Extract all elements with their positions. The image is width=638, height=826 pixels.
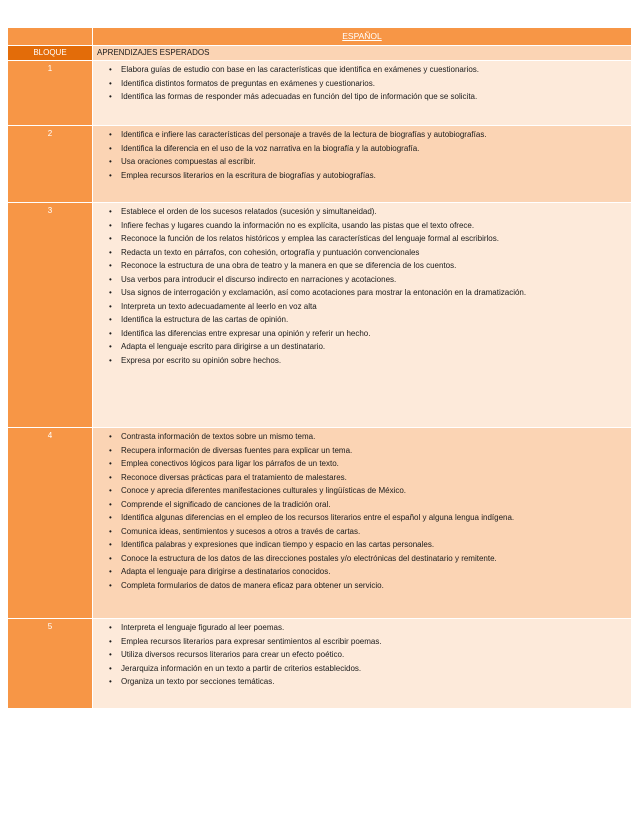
list-item: • Identifica palabras y expresiones que indican tiempo y espacio en las cartas personales. bbox=[93, 538, 631, 552]
list-item: • Infiere fechas y lugares cuando la información no es explícita, usando las pistas que el texto ofrece. bbox=[93, 219, 631, 233]
aprendizajes-cell bbox=[93, 126, 632, 203]
aprendizajes-cell bbox=[93, 619, 632, 709]
aprendizajes-cell bbox=[93, 428, 632, 619]
bloque-number: 2 bbox=[8, 126, 93, 203]
aprendizajes-cell bbox=[93, 61, 632, 126]
title-corner-cell bbox=[8, 28, 93, 46]
bloque-number: 5 bbox=[8, 619, 93, 709]
table-row-bloque-1 bbox=[8, 61, 632, 126]
aprendizajes-cell bbox=[93, 203, 632, 428]
list-item: • Contrasta información de textos sobre un mismo tema. bbox=[93, 430, 631, 444]
aprendizajes-list bbox=[93, 428, 631, 592]
list-item: • Reconoce la función de los relatos históricos y emplea las características del lenguaje formal al escribirlos. bbox=[93, 232, 631, 246]
list-item: • Identifica la diferencia en el uso de la voz narrativa en la biografía y la autobiografía. bbox=[93, 142, 631, 156]
list-item: • Adapta el lenguaje para dirigirse a destinatarios conocidos. bbox=[93, 565, 631, 579]
list-item: • Conoce la estructura de los datos de las direcciones postales y/o electrónicas del destinatario y remitente. bbox=[93, 552, 631, 566]
list-item: • Interpreta un texto adecuadamente al leerlo en voz alta bbox=[93, 300, 631, 314]
bloque-number: 4 bbox=[8, 428, 93, 619]
aprendizajes-list bbox=[93, 203, 631, 367]
table-row-bloque-2 bbox=[8, 126, 632, 203]
list-item: • Completa formularios de datos de manera eficaz para obtener un servicio. bbox=[93, 579, 631, 593]
list-item: • Establece el orden de los sucesos relatados (sucesión y simultaneidad). bbox=[93, 205, 631, 219]
aprendizajes-list bbox=[93, 61, 631, 104]
list-item: • Emplea recursos literarios en la escritura de biografías y autobiografías. bbox=[93, 169, 631, 183]
list-item: • Emplea recursos literarios para expresar sentimientos al escribir poemas. bbox=[93, 635, 631, 649]
bloque-number: 1 bbox=[8, 61, 93, 126]
list-item: • Expresa por escrito su opinión sobre hechos. bbox=[93, 354, 631, 368]
table-row-bloque-4 bbox=[8, 428, 632, 619]
list-item: • Elabora guías de estudio con base en las características que identifica en exámenes y cuestionarios. bbox=[93, 63, 631, 77]
list-item: • Reconoce la estructura de una obra de teatro y la manera en que se diferencia de los cuentos. bbox=[93, 259, 631, 273]
list-item: • Identifica la estructura de las cartas de opinión. bbox=[93, 313, 631, 327]
list-item: • Identifica las formas de responder más adecuadas en función del tipo de información que se solicita. bbox=[93, 90, 631, 104]
curriculum-table bbox=[7, 27, 632, 709]
table-row-bloque-5 bbox=[8, 619, 632, 709]
list-item: • Interpreta el lenguaje figurado al leer poemas. bbox=[93, 621, 631, 635]
list-item: • Conoce y aprecia diferentes manifestaciones culturales y lingüísticas de México. bbox=[93, 484, 631, 498]
table-row-bloque-3 bbox=[8, 203, 632, 428]
aprendizajes-list bbox=[93, 619, 631, 689]
list-item: • Usa signos de interrogación y exclamación, así como acotaciones para mostrar la entonación en la dramatización. bbox=[93, 286, 631, 300]
list-item: • Usa verbos para introducir el discurso indirecto en narraciones y acotaciones. bbox=[93, 273, 631, 287]
list-item: • Identifica e infiere las características del personaje a través de la lectura de biografías y autobiografías. bbox=[93, 128, 631, 142]
list-item: • Emplea conectivos lógicos para ligar los párrafos de un texto. bbox=[93, 457, 631, 471]
list-item: • Utiliza diversos recursos literarios para crear un efecto poético. bbox=[93, 648, 631, 662]
bloque-header: BLOQUE bbox=[8, 46, 93, 61]
list-item: • Reconoce diversas prácticas para el tratamiento de malestares. bbox=[93, 471, 631, 485]
list-item: • Recupera información de diversas fuentes para explicar un tema. bbox=[93, 444, 631, 458]
list-item: • Identifica distintos formatos de preguntas en exámenes y cuestionarios. bbox=[93, 77, 631, 91]
list-item: • Redacta un texto en párrafos, con cohesión, ortografía y puntuación convencionales bbox=[93, 246, 631, 260]
list-item: • Comunica ideas, sentimientos y sucesos a otros a través de cartas. bbox=[93, 525, 631, 539]
header-row bbox=[8, 46, 632, 61]
list-item: • Organiza un texto por secciones temáticas. bbox=[93, 675, 631, 689]
title-row bbox=[8, 28, 632, 46]
list-item: • Identifica algunas diferencias en el empleo de los recursos literarios entre el español y alguna lengua indígena. bbox=[93, 511, 631, 525]
aprendizajes-list bbox=[93, 126, 631, 182]
list-item: • Adapta el lenguaje escrito para dirigirse a un destinatario. bbox=[93, 340, 631, 354]
table-title: ESPAÑOL bbox=[93, 28, 632, 46]
list-item: • Comprende el significado de canciones de la tradición oral. bbox=[93, 498, 631, 512]
list-item: • Usa oraciones compuestas al escribir. bbox=[93, 155, 631, 169]
list-item: • Identifica las diferencias entre expresar una opinión y referir un hecho. bbox=[93, 327, 631, 341]
aprendizajes-header: APRENDIZAJES ESPERADOS bbox=[93, 46, 632, 61]
bloque-number: 3 bbox=[8, 203, 93, 428]
list-item: • Jerarquiza información en un texto a partir de criterios establecidos. bbox=[93, 662, 631, 676]
